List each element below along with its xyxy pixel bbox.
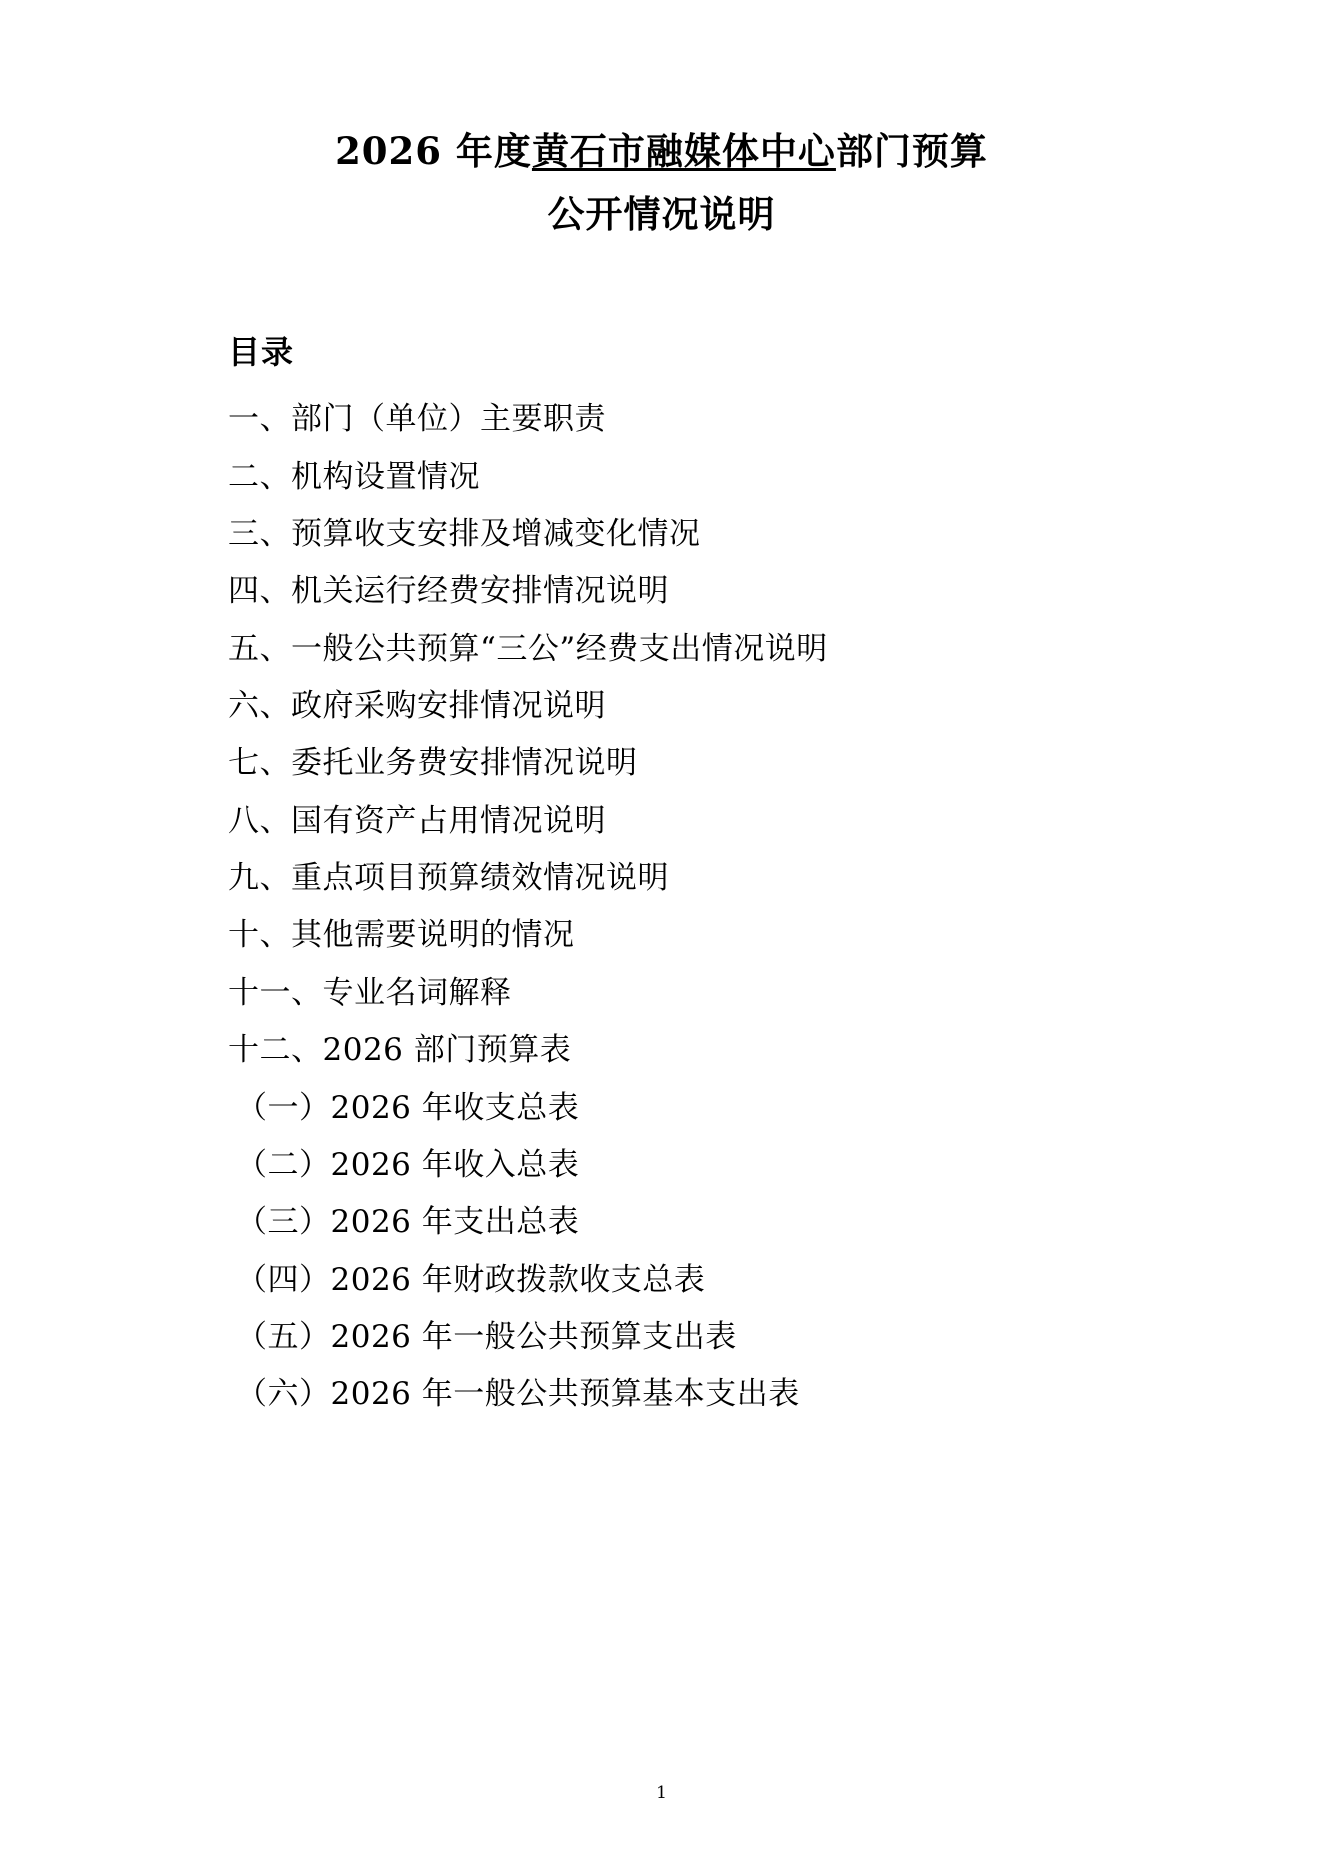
table-of-contents [0,324,1323,1424]
toc-item[interactable]: （四）2026 年财政拨款收支总表 [236,1261,706,1298]
toc-item[interactable]: 八、国有资产占用情况说明 [228,802,606,839]
toc-item[interactable]: 九、重点项目预算绩效情况说明 [228,860,669,897]
toc-item[interactable]: （一）2026 年收支总表 [236,1089,580,1126]
document-title-line-1 [0,120,1323,183]
title-prefix: 2026 年度 [335,129,532,173]
toc-item[interactable]: 十、其他需要说明的情况 [228,917,575,954]
toc-item[interactable]: （三）2026 年支出总表 [236,1204,580,1241]
toc-item[interactable]: 五、一般公共预算“三公”经费支出情况说明 [228,630,828,667]
toc-item[interactable]: 一、部门（单位）主要职责 [228,401,606,438]
document-title-line-2: 公开情况说明 [547,191,776,236]
toc-item[interactable]: 三、预算收支安排及增减变化情况 [228,516,701,553]
toc-item[interactable]: （二）2026 年收入总表 [236,1146,580,1183]
toc-item[interactable]: （五）2026 年一般公共预算支出表 [236,1318,737,1355]
title-suffix: 部门预算 [835,129,988,173]
title-emphasis-organization: 黄石市融媒体中心 [531,129,836,173]
toc-item[interactable]: 四、机关运行经费安排情况说明 [228,573,669,610]
page-number: 1 [656,1783,667,1803]
document-title-block [0,120,1323,246]
toc-item[interactable]: 二、机构设置情况 [228,458,480,495]
toc-item[interactable]: 十一、专业名词解释 [228,974,512,1011]
toc-item[interactable]: 十二、2026 部门预算表 [228,1032,572,1069]
toc-heading: 目录 [228,332,295,371]
toc-item[interactable]: （六）2026 年一般公共预算基本支出表 [236,1376,800,1413]
toc-item[interactable]: 七、委托业务费安排情况说明 [228,745,638,782]
toc-item[interactable]: 六、政府采购安排情况说明 [228,688,606,725]
